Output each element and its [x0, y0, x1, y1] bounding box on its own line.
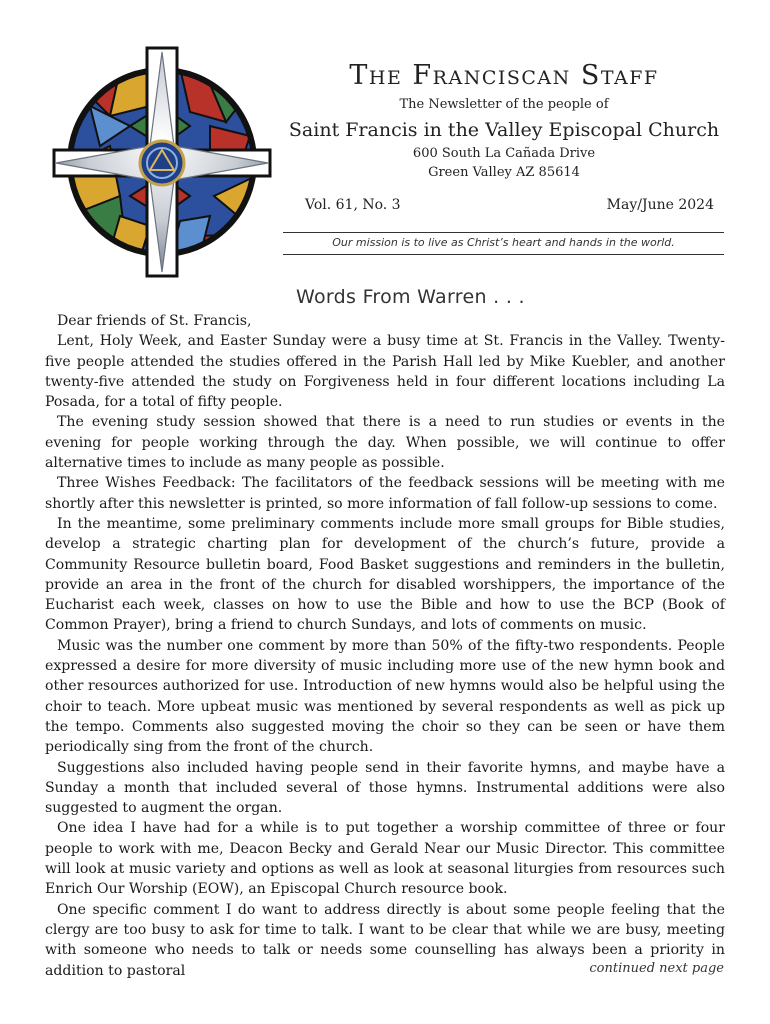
continued-note: continued next page	[589, 961, 724, 976]
paragraph: Music was the number one comment by more than 50% of the fifty-two respondents. People expressed a desire for more diversity of music including more use of the new hymn book and other resources authorized for use. Introduction of new hymns would also be helpful using the choir to teach. More upbeat music was mentioned by several respondents as well as pick up the tempo. Comments also suggested moving the choir so they can be seen or have them periodically sing from the front of the church.	[45, 637, 725, 756]
newsletter-subtitle: The Newsletter of the people of	[399, 97, 609, 112]
newsletter-title: The Franciscan Staff	[349, 60, 659, 91]
article-heading: Words From Warren . . .	[296, 286, 525, 308]
paragraph: Lent, Holy Week, and Easter Sunday were a busy time at St. Francis in the Valley. Twenty-five people attended the studies offered in the Parish Hall led by Mike Kuebler, and another twenty-five attended the study on Forgiveness held in four different locations including La Posada, for a total of fifty people.	[45, 333, 725, 411]
paragraph: The evening study session showed that there is a need to run studies or events in the evening for people working through the day. When possible, we will continue to offer alternative times to include as many people as possible.	[45, 414, 725, 472]
address-line-2: Green Valley AZ 85614	[428, 165, 580, 180]
divider-bottom	[283, 254, 724, 255]
paragraph: Three Wishes Feedback: The facilitators of the feedback sessions will be meeting with me shortly after this newsletter is printed, so more information of fall follow-up sessions to come.	[45, 475, 725, 512]
paragraph: Suggestions also included having people send in their favorite hymns, and maybe have a Sunday a month that included several of those hymns. Instrumental additions were also suggested to augment the organ.	[45, 759, 725, 817]
church-name: Saint Francis in the Valley Episcopal Church	[288, 119, 720, 141]
paragraph: One idea I have had for a while is to put together a worship committee of three or four people to work with me, Deacon Becky and Gerald Near our Music Director. This committee will look at music variety and options as well as look at seasonal liturgies from resources such Enrich Our Worship (EOW), an Episcopal Church resource book.	[45, 820, 725, 898]
address-line-1: 600 South La Cañada Drive	[412, 146, 596, 161]
salutation: Dear friends of St. Francis,	[57, 313, 252, 329]
masthead	[283, 56, 725, 182]
paragraph: In the meantime, some preliminary comments include more small groups for Bible studies, develop a strategic charting plan for development of the church’s future, provide a Community Resource bulletin board, Food Basket suggestions and reminders in the bulletin, provide an area in the front of the church for disabled worshippers, the importance of the Eucharist each week, classes on how to use the Bible and how to use the BCP (Book of Common Prayer), bring a friend to church Sundays, and lots of comments on music.	[45, 515, 725, 634]
paragraph: One specific comment I do want to address directly is about some people feeling that the clergy are too busy to ask for time to talk. I want to be clear that while we are busy, meeting with someone who needs to talk or needs some counselling has always been a priority in addition to pastoral	[45, 901, 725, 979]
divider-top	[283, 232, 724, 233]
volume-number: Vol. 61, No. 3	[305, 197, 401, 213]
issue-date: May/June 2024	[606, 197, 714, 213]
mission-statement: Our mission is to live as Christ’s heart and hands in the world.	[332, 236, 675, 249]
church-cross-logo	[50, 46, 274, 278]
article-body	[45, 311, 725, 981]
